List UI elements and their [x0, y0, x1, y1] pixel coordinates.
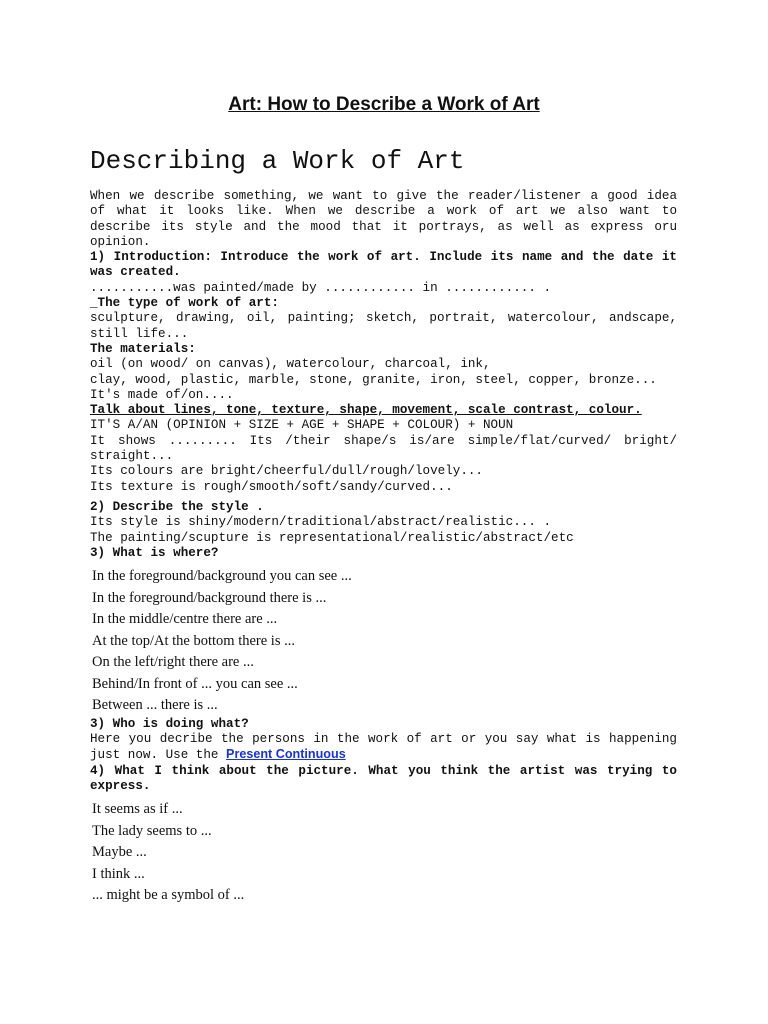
- list-item: I think ...: [92, 865, 145, 882]
- materials-line-2: clay, wood, plastic, marble, stone, granite, iron, steel, copper, bronze...: [90, 372, 657, 387]
- opinion-phrases-list: [90, 799, 677, 907]
- list-item: In the foreground/background there is ...: [92, 589, 327, 606]
- colour-description: Its colours are bright/cheerful/dull/rough/lovely...: [90, 464, 483, 479]
- who-doing-what-text: Here you decribe the persons in the work of art or you say what is happening just now. Use the: [90, 731, 677, 763]
- list-item: In the middle/centre there are ...: [92, 611, 278, 628]
- document-body: [90, 189, 677, 907]
- section-2-title: 2) Describe the style .: [90, 499, 264, 514]
- talk-about-title: Talk about lines, tone, texture, shape, movement, scale contrast, colour.: [90, 403, 642, 418]
- list-item: Between ... there is ...: [92, 697, 218, 714]
- section-heading: Describing a Work of Art: [90, 146, 465, 176]
- materials-line-3: It's made of/on....: [90, 387, 234, 402]
- page-title: Art: How to Describe a Work of Art: [228, 94, 540, 115]
- section-1-template: ...........was painted/made by ............ in ............ .: [90, 280, 552, 295]
- materials-line-1: oil (on wood/ on canvas), watercolour, charcoal, ink,: [90, 357, 491, 372]
- who-doing-what-paragraph: [90, 732, 677, 764]
- where-phrases-list: [90, 566, 677, 717]
- list-item: Behind/In front of ... you can see ...: [92, 675, 298, 692]
- texture-description: Its texture is rough/smooth/soft/sandy/curved...: [90, 479, 453, 494]
- style-line-1: Its style is shiny/modern/traditional/abstract/realistic... .: [90, 515, 552, 530]
- materials-title: The materials:: [90, 341, 196, 356]
- type-title: _The type of work of art:: [90, 296, 279, 311]
- section-1-title: 1) Introduction: Introduce the work of art. Include its name and the date it was created.: [90, 250, 677, 280]
- intro-paragraph: When we describe something, we want to give the reader/listener a good idea of what it looks like. When we describe a work of art we also want to describe its style and the mood that it portrays, as well as express oru opinion.: [90, 189, 677, 249]
- list-item: At the top/At the bottom there is ...: [92, 632, 295, 649]
- section-3b-title: 3) Who is doing what?: [90, 716, 249, 731]
- list-item: ... might be a symbol of ...: [92, 887, 245, 904]
- list-item: It seems as if ...: [92, 801, 183, 818]
- list-item: In the foreground/background you can see ...: [92, 568, 352, 585]
- shape-description: It shows ......... Its /their shape/s is/are simple/flat/curved/ bright/ straight...: [90, 433, 677, 464]
- list-item: On the left/right there are ...: [92, 654, 254, 671]
- section-3-title: 3) What is where?: [90, 545, 219, 560]
- section-4-title: 4) What I think about the picture. What you think the artist was trying to express.: [90, 763, 677, 793]
- list-item: Maybe ...: [92, 844, 147, 861]
- present-continuous-link[interactable]: Present Continuous: [226, 747, 346, 762]
- style-line-2: The painting/scupture is representational/realistic/abstract/etc: [90, 530, 574, 545]
- adjective-order-formula: IT'S A/AN (OPINION + SIZE + AGE + SHAPE + COLOUR) + NOUN: [90, 418, 514, 433]
- list-item: The lady seems to ...: [92, 822, 212, 839]
- type-list: sculpture, drawing, oil, painting; sketch, portrait, watercolour, andscape, still life...: [90, 311, 677, 341]
